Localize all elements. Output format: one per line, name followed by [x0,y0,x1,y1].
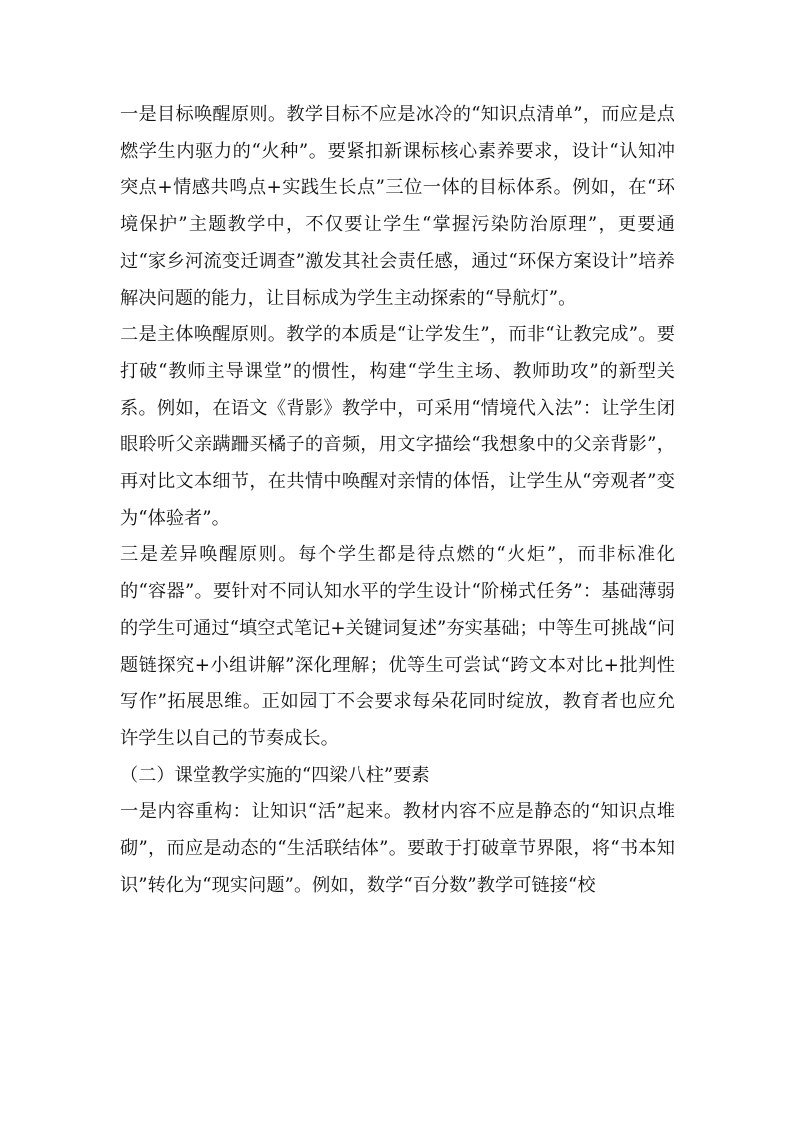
paragraph-goal-awakening: 一是目标唤醒原则。教学目标不应是冰冷的“知识点清单”，而应是点燃学生内驱力的“火种”。要紧扣新课标核心素养要求，设计“认知冲突点+情感共鸣点+实践生长点”三位一体的目标体系。例如，在“环境保护”主题教学中，不仅要让学生“掌握污染防治原理”，更要通过“家乡河流变迁调查”激发其社会责任感，通过“环保方案设计”培养解决问题的能力，让目标成为学生主动探索的“导航灯”。 [120,104,675,309]
document-body [120,97,675,904]
paragraph-subject-awakening: 二是主体唤醒原则。教学的本质是“让学发生”，而非“让教完成”。要打破“教师主导课堂”的惯性，构建“学生主场、教师助攻”的新型关系。例如，在语文《背影》教学中，可采用“情境代入法”：让学生闭眼聆听父亲蹒跚买橘子的音频，用文字描绘“我想象中的父亲背影”，再对比文本细节，在共情中唤醒对亲情的体悟，让学生从“旁观者”变为“体验者”。 [120,324,675,529]
paragraph-difference-awakening: 三是差异唤醒原则。每个学生都是待点燃的“火炬”，而非标准化的“容器”。要针对不同认知水平的学生设计“阶梯式任务”：基础薄弱的学生可通过“填空式笔记+关键词复述”夯实基础；中等生可挑战“问题链探究+小组讲解”深化理解；优等生可尝试“跨文本对比+批判性写作”拓展思维。正如园丁不会要求每朵花同时绽放，教育者也应允许学生以自己的节奏成长。 [120,544,675,749]
section-subheading: （二）课堂教学实施的“四梁八柱”要素 [120,764,430,786]
paragraph-content-restructure: 一是内容重构：让知识“活”起来。教材内容不应是静态的“知识点堆砌”，而应是动态的“生活联结体”。要敢于打破章节界限，将“书本知识”转化为“现实问题”。例如，数学“百分数”教学可链接“校 [120,801,675,896]
